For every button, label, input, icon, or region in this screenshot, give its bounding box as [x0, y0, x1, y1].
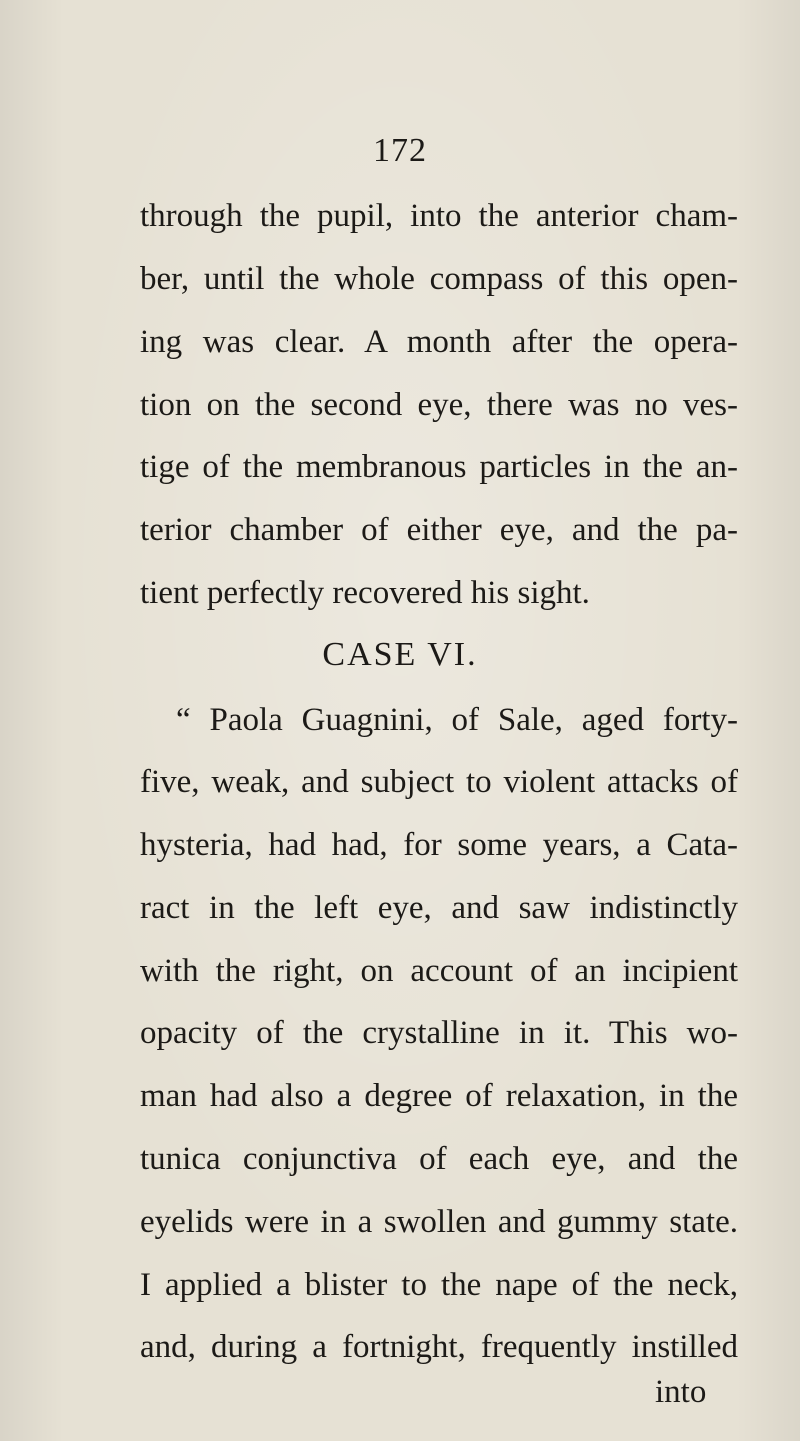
text-line: eyelids were in a swollen and gummy state. — [140, 1204, 738, 1240]
text-line: terior chamber of either eye, and the pa- — [140, 512, 738, 548]
text-line: “ Paola Guagnini, of Sale, aged forty- — [176, 702, 738, 738]
text-line: ract in the left eye, and saw indistinctly — [140, 890, 738, 926]
text-line: tige of the membranous particles in the an- — [140, 449, 738, 485]
text-line: man had also a degree of relaxation, in the — [140, 1078, 738, 1114]
catchword: into — [655, 1374, 707, 1410]
case-heading: CASE VI. — [322, 636, 478, 673]
text-line: ing was clear. A month after the opera- — [140, 324, 738, 360]
text-line: tient perfectly recovered his sight. — [140, 575, 590, 611]
text-line: five, weak, and subject to violent attacks of — [140, 764, 738, 800]
text-line: hysteria, had had, for some years, a Cata- — [140, 827, 738, 863]
text-line: opacity of the crystalline in it. This wo- — [140, 1015, 738, 1051]
text-line: ber, until the whole compass of this open- — [140, 261, 738, 297]
text-line: tion on the second eye, there was no ves- — [140, 387, 738, 423]
text-line: tunica conjunctiva of each eye, and the — [140, 1141, 738, 1177]
text-line: I applied a blister to the nape of the neck, — [140, 1267, 738, 1303]
text-line: with the right, on account of an incipient — [140, 953, 738, 989]
text-line: and, during a fortnight, frequently instilled — [140, 1329, 738, 1365]
page-number: 172 — [373, 132, 427, 169]
text-line: through the pupil, into the anterior cham- — [140, 198, 738, 234]
